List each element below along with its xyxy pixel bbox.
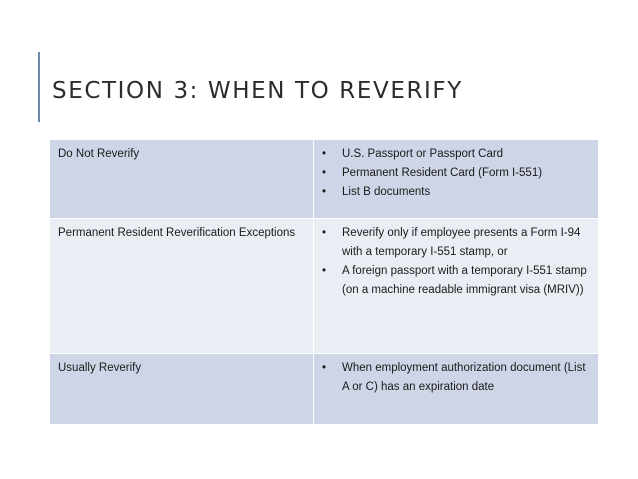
table-row-permanent-resident-exceptions: [50, 219, 598, 353]
slide-title: SECTION 3: WHEN TO REVERIFY: [52, 78, 463, 104]
bullet-text: A foreign passport with a temporary I-551 stamp (on a machine readable immigrant visa (MRIV)): [342, 265, 587, 296]
bullet-icon: •: [322, 148, 327, 160]
list-item: [318, 262, 592, 300]
bullet-icon: •: [322, 362, 327, 374]
table-cell-label: Permanent Resident Reverification Exceptions: [50, 219, 314, 353]
list-item: [318, 145, 592, 164]
bullet-text: Permanent Resident Card (Form I-551): [342, 167, 543, 179]
list-item: [318, 359, 592, 397]
bullet-text: List B documents: [342, 186, 431, 198]
list-item: [318, 224, 592, 262]
bullet-icon: •: [322, 265, 327, 277]
bullet-icon: •: [322, 227, 327, 239]
bullet-icon: •: [322, 186, 327, 198]
bullet-list: [318, 224, 592, 300]
table-cell-bullets: [314, 354, 598, 424]
table-row-usually-reverify: [50, 354, 598, 424]
table-cell-bullets: [314, 219, 598, 353]
bullet-icon: •: [322, 167, 327, 179]
bullet-list: [318, 359, 592, 397]
reverify-table: [50, 140, 598, 424]
bullet-text: Reverify only if employee presents a Form I-94 with a temporary I-551 stamp, or: [342, 227, 581, 258]
table-cell-bullets: [314, 140, 598, 218]
bullet-text: When employment authorization document (List A or C) has an expiration date: [342, 362, 586, 393]
bullet-text: U.S. Passport or Passport Card: [342, 148, 504, 160]
table-cell-label: Usually Reverify: [50, 354, 314, 424]
bullet-list: [318, 145, 592, 202]
table-cell-label: Do Not Reverify: [50, 140, 314, 218]
table-row-do-not-reverify: [50, 140, 598, 218]
list-item: [318, 183, 592, 202]
title-accent-bar: [38, 52, 40, 122]
list-item: [318, 164, 592, 183]
